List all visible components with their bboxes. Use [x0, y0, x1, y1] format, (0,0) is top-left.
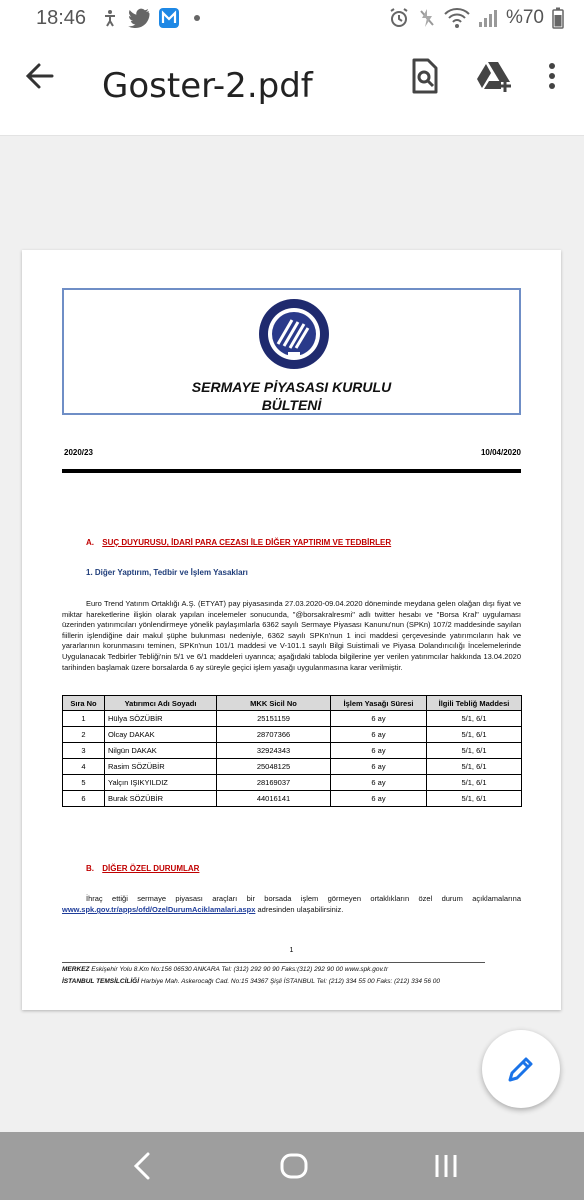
cell-duration: 6 ay [331, 791, 427, 807]
cell-article: 5/1, 6/1 [427, 791, 522, 807]
cell-name: Burak SÖZÜBİR [105, 791, 217, 807]
cell-mkk: 28707366 [217, 727, 331, 743]
cell-article: 5/1, 6/1 [427, 775, 522, 791]
signal-icon [478, 8, 498, 28]
cell-duration: 6 ay [331, 775, 427, 791]
ozel-durum-link[interactable]: www.spk.gov.tr/apps/ofd/OzelDurumAciklamalari.aspx [62, 905, 256, 914]
section-a-heading [86, 538, 391, 547]
paragraph-2 [62, 893, 521, 915]
table-header: İlgili Tebliğ Maddesi [427, 696, 522, 711]
dot-icon [194, 15, 200, 21]
pencil-icon [506, 1054, 536, 1084]
table-header: Yatırımcı Adı Soyadı [105, 696, 217, 711]
bulletin-title [64, 378, 519, 414]
cell-name: Rasim SÖZÜBİR [105, 759, 217, 775]
cell-no: 1 [63, 711, 105, 727]
cell-name: Yalçın IŞIKYILDIZ [105, 775, 217, 791]
nav-back-icon[interactable] [128, 1150, 160, 1182]
app-bar [0, 36, 584, 136]
subsection-1-heading: 1. Diğer Yaptırım, Tedbir ve İşlem Yasakları [86, 568, 248, 577]
notification-icons [100, 7, 200, 29]
table-row [63, 711, 522, 727]
section-a-title: SUÇ DUYURUSU, İDARİ PARA CEZASI İLE DİĞER YAPTIRIM VE TEDBİRLER [102, 538, 392, 547]
system-icons [388, 7, 564, 29]
issue-number: 2020/23 [64, 448, 93, 457]
paragraph-2-tail: adresinden ulaşabilirsiniz. [255, 905, 344, 914]
cell-no: 3 [63, 743, 105, 759]
investor-ban-table [62, 695, 522, 807]
cell-mkk: 44016141 [217, 791, 331, 807]
cell-mkk: 25151159 [217, 711, 331, 727]
document-title: Goster-2.pdf [102, 66, 313, 106]
cell-name: Hülya SÖZÜBİR [105, 711, 217, 727]
nav-recents-icon[interactable] [430, 1150, 462, 1182]
bulletin-title-line1: SERMAYE PİYASASI KURULU [191, 379, 392, 395]
section-b-title: DİĞER ÖZEL DURUMLAR [102, 864, 200, 873]
footer-2-text: Harbiye Mah. Askerocağı Cad. No:15 34367 Şişli İSTANBUL Tel: (212) 334 55 00 Faks: (212) 334 56 00 [139, 978, 441, 985]
table-row [63, 759, 522, 775]
table-row [63, 727, 522, 743]
footer-rule [62, 962, 485, 963]
section-b-letter: B. [86, 864, 94, 873]
footer-2-label: İSTANBUL TEMSİLCİLİĞİ [62, 978, 140, 985]
app-m-icon [158, 7, 180, 29]
page-number: 1 [289, 947, 294, 954]
table-header: Sıra No [63, 696, 105, 711]
cell-article: 5/1, 6/1 [427, 743, 522, 759]
table-header: MKK Sicil No [217, 696, 331, 711]
cell-duration: 6 ay [331, 711, 427, 727]
alarm-icon [388, 7, 410, 29]
cell-article: 5/1, 6/1 [427, 727, 522, 743]
cell-article: 5/1, 6/1 [427, 759, 522, 775]
table-header-row [63, 696, 522, 711]
add-to-drive-icon[interactable] [474, 56, 514, 96]
table-row [63, 743, 522, 759]
footer-1-text: Eskişehir Yolu 8.Km No:156 06530 ANKARA Tel: (312) 292 90 90 Faks:(312) 292 90 00 www.spk.gov.tr [89, 966, 389, 973]
cell-no: 6 [63, 791, 105, 807]
cell-duration: 6 ay [331, 743, 427, 759]
more-options-icon[interactable] [538, 56, 566, 96]
cell-duration: 6 ay [331, 727, 427, 743]
status-bar [0, 0, 584, 36]
battery-icon [552, 7, 564, 29]
battery-percent: %70 [505, 7, 544, 28]
header-rule [62, 469, 521, 473]
footer-line-1 [62, 966, 388, 973]
system-nav-bar [0, 1132, 584, 1200]
section-a-letter: A. [86, 538, 94, 547]
cell-no: 2 [63, 727, 105, 743]
cell-name: Nilgün DAKAK [105, 743, 217, 759]
spk-seal-logo [258, 298, 330, 370]
edit-fab-button[interactable] [482, 1030, 560, 1108]
table-header: İşlem Yasağı Süresi [331, 696, 427, 711]
paragraph-1: Euro Trend Yatırım Ortaklığı A.Ş. (ETYAT) pay piyasasında 27.03.2020-09.04.2020 döneminde meydana gelen olağan dışı fiyat ve miktar hareketlerine ilişkin olarak yapılan incelemeler sonucunda, "@borsakralresmi" adlı twitter hesabı ve "Borsa Kral" uygulaması üzerinden yatırımcıları yönlendirmeye yönelik paylaşımlarla 6362 sayılı Sermaye Piyasası Kanunu'nun (SPKn) 107/2 maddesinde sayılan fiillerin işlendiğine dair makul şüphe bulunması nedeniyle, 6362 sayılı SPKn'nun 1 inci maddesi çerçevesinde yatırımcıların hak ve yararlarının korunmasını teminen, SPKn'nun 101/1 maddesi ve V-101.1 sayılı Bilgi Suistimali ve Piyasa Dolandırıcılığı İncelemelerinde Uygulanacak Tedbirler Tebliği'nin 5/1 ve 6/1 maddeleri uyarınca; aşağıdaki tabloda bilgilerine yer verilen yatırımcılar hakkında 13.04.2020 tarihinden başlamak üzere borsalarda 6 ay süreyle geçici işlem yasağı uygulanmasına karar verilmiştir. [62, 599, 521, 672]
twitter-icon [128, 8, 150, 28]
bulletin-title-line2: BÜLTENİ [261, 397, 322, 413]
cell-name: Olcay DAKAK [105, 727, 217, 743]
footer-line-2 [62, 978, 440, 985]
cell-mkk: 32924343 [217, 743, 331, 759]
search-document-icon[interactable] [404, 56, 444, 96]
no-signal-icon [418, 7, 436, 29]
accessibility-icon [100, 8, 120, 28]
cell-mkk: 28169037 [217, 775, 331, 791]
nav-home-icon[interactable] [278, 1150, 310, 1182]
footer-1-label: MERKEZ [62, 966, 90, 973]
cell-mkk: 25048125 [217, 759, 331, 775]
pdf-page [22, 250, 561, 1010]
cell-no: 5 [63, 775, 105, 791]
bulletin-header-box [62, 288, 521, 415]
wifi-icon [444, 7, 470, 29]
paragraph-2-text: İhraç ettiği sermaye piyasası araçları bir borsada işlem görmeyen ortaklıkların özel durum açıklamalarına [86, 894, 521, 903]
cell-article: 5/1, 6/1 [427, 711, 522, 727]
status-time: 18:46 [36, 6, 87, 29]
back-arrow-icon[interactable] [22, 58, 58, 94]
table-row [63, 791, 522, 807]
section-b-heading [86, 864, 199, 873]
cell-duration: 6 ay [331, 759, 427, 775]
cell-no: 4 [63, 759, 105, 775]
table-row [63, 775, 522, 791]
issue-date: 10/04/2020 [480, 448, 521, 457]
